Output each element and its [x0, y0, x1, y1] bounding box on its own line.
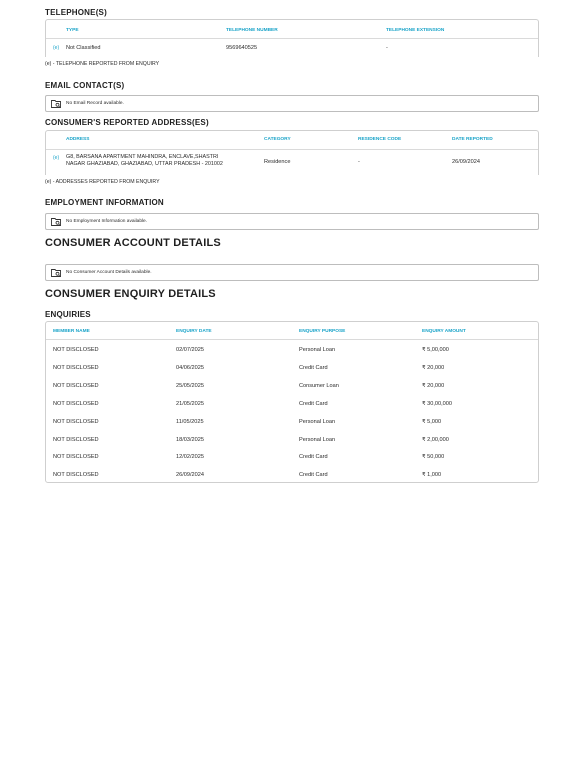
enquiry-marker: (e) [53, 45, 60, 51]
enquiry-purpose: Credit Card [299, 472, 328, 479]
col-enquiry-date: ENQUIRY DATE [176, 329, 212, 334]
header-divider [46, 149, 538, 150]
account-empty-box [45, 264, 539, 281]
enquiry-member: NOT DISCLOSED [53, 436, 99, 443]
enquiry-purpose: Personal Loan [299, 347, 336, 353]
email-empty-message: No Email Record available. [66, 100, 124, 106]
employment-empty-box [45, 213, 539, 230]
enquiry-date: 12/02/2025 [176, 454, 204, 461]
enquiry-purpose: Credit Card [299, 454, 328, 461]
col-date-reported: DATE REPORTED [452, 137, 493, 142]
enquiry-purpose: Personal Loan [299, 418, 336, 425]
enquiry-date: 26/09/2024 [176, 472, 204, 479]
addresses-note: (e) - ADDRESSES REPORTED FROM ENQUIRY [45, 179, 160, 185]
telephones-note: (e) - TELEPHONE REPORTED FROM ENQUIRY [45, 61, 160, 67]
enquiry-member: NOT DISCLOSED [53, 400, 99, 407]
address-category: Residence [264, 159, 291, 165]
telephone-type: Not Classified [66, 45, 101, 51]
folder-search-icon [51, 268, 61, 277]
employment-empty-message: No Employment Information available. [66, 218, 148, 224]
residence-code: - [358, 159, 360, 165]
enquiry-date: 11/05/2025 [176, 418, 204, 425]
col-telephone-extension: TELEPHONE EXTENSION [386, 28, 445, 33]
col-telephone-number: TELEPHONE NUMBER [226, 28, 278, 33]
col-member-name: MEMBER NAME [53, 329, 90, 334]
enquiry-date: 04/06/2025 [176, 364, 204, 371]
email-empty-box [45, 95, 539, 112]
enquiry-date: 02/07/2025 [176, 347, 204, 353]
header-divider [46, 339, 538, 340]
enquiry-amount: ₹ 2,00,000 [422, 436, 449, 443]
account-empty-message: No Consumer Account Details available. [66, 269, 152, 275]
address-line-1: G8, BARSANA APARTMENT MAHINDRA, ENCLAVE,SHASTRI [66, 154, 219, 160]
account-details-title: CONSUMER ACCOUNT DETAILS [45, 237, 221, 249]
header-divider [46, 38, 538, 39]
enquiry-member: NOT DISCLOSED [53, 454, 99, 461]
col-enquiry-amount: ENQUIRY AMOUNT [422, 329, 466, 334]
addresses-title: CONSUMER'S REPORTED ADDRESS(ES) [45, 118, 209, 127]
telephones-table [45, 19, 539, 57]
col-category: CATEGORY [264, 137, 291, 142]
date-reported: 26/09/2024 [452, 159, 480, 165]
col-residence-code: RESIDENCE CODE [358, 137, 402, 142]
addresses-table [45, 130, 539, 175]
folder-search-icon [51, 99, 61, 108]
enquiry-purpose: Credit Card [299, 400, 328, 407]
enquiry-date: 18/03/2025 [176, 436, 204, 443]
enquiry-member: NOT DISCLOSED [53, 382, 99, 389]
telephones-title: TELEPHONE(S) [45, 8, 107, 17]
enquiry-amount: ₹ 50,000 [422, 454, 445, 461]
enquiry-marker: (e) [53, 155, 60, 161]
enquiries-table [45, 321, 539, 483]
enquiry-member: NOT DISCLOSED [53, 418, 99, 425]
email-title: EMAIL CONTACT(S) [45, 81, 125, 90]
enquiry-amount: ₹ 1,000 [422, 472, 442, 479]
enquiries-subtitle: ENQUIRIES [45, 310, 91, 319]
enquiry-member: NOT DISCLOSED [53, 472, 99, 479]
enquiry-amount: ₹ 20,000 [422, 364, 445, 371]
enquiry-amount: ₹ 5,000 [422, 418, 442, 425]
address-line-2: NAGAR GHAZIABAD, GHAZIABAD, UTTAR PRADESH - 201002 [66, 161, 223, 167]
enquiry-details-title: CONSUMER ENQUIRY DETAILS [45, 288, 216, 300]
enquiry-purpose: Credit Card [299, 364, 328, 371]
col-type: TYPE [66, 28, 79, 33]
col-enquiry-purpose: ENQUIRY PURPOSE [299, 329, 346, 334]
telephone-number: 9569640525 [226, 45, 258, 51]
enquiry-date: 25/05/2025 [176, 382, 204, 389]
enquiry-amount: ₹ 5,00,000 [422, 347, 449, 353]
enquiry-purpose: Consumer Loan [299, 382, 339, 389]
col-address: ADDRESS [66, 137, 90, 142]
folder-search-icon [51, 217, 61, 226]
enquiry-amount: ₹ 30,00,000 [422, 400, 452, 407]
enquiry-amount: ₹ 20,000 [422, 382, 445, 389]
enquiry-member: NOT DISCLOSED [53, 364, 99, 371]
enquiry-purpose: Personal Loan [299, 436, 336, 443]
enquiry-date: 21/05/2025 [176, 400, 204, 407]
enquiry-member: NOT DISCLOSED [53, 347, 99, 353]
telephone-extension: - [386, 45, 388, 51]
address-text [66, 154, 223, 168]
employment-title: EMPLOYMENT INFORMATION [45, 198, 164, 207]
